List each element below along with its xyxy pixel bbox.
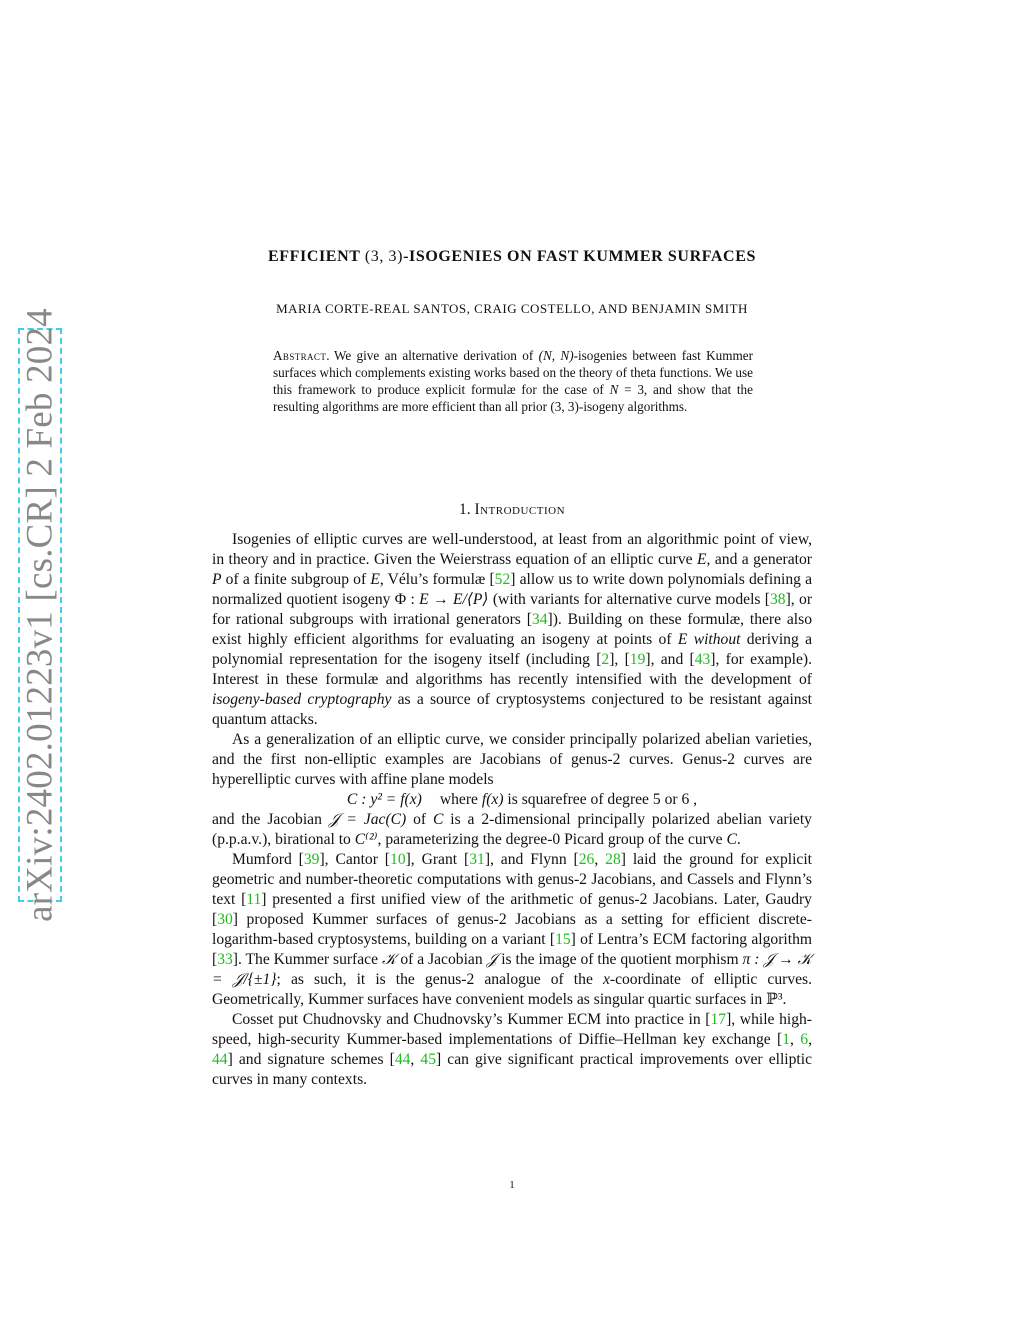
citation-link[interactable]: 17 [710, 1011, 727, 1028]
citation-link[interactable]: 1 [782, 1031, 791, 1048]
citation-link[interactable]: 43 [694, 651, 711, 668]
arxiv-identifier: arXiv:2402.01223v1 [cs.CR] 2 Feb 2024 [19, 308, 61, 922]
citation-link[interactable]: 44 [212, 1051, 228, 1068]
citation-link[interactable]: 38 [770, 591, 786, 608]
citation-link[interactable]: 26 [578, 851, 595, 868]
citation-link[interactable]: 31 [469, 851, 485, 868]
display-equation: C : y² = f(x) where f(x) is squarefree of degree 5 or 6 , [346, 791, 698, 808]
author-list: MARIA CORTE-REAL SANTOS, CRAIG COSTELLO, AND BENJAMIN SMITH [276, 301, 748, 316]
citation-link[interactable]: 30 [217, 911, 233, 928]
page-number: 1 [509, 1179, 515, 1191]
citation-link[interactable]: 15 [555, 931, 571, 948]
paragraph-1: Isogenies of elliptic curves are well-understood, at least from an algorithmic point of view, in theory and in practice. Given the Weierstrass equation of an elliptic curve E, and a generator P of a finite subgroup of E, Vélu’s formulæ [52] allow us to write down polynomials defining a normalized quotient isogeny Φ : E → E/⟨P⟩ (with variants for alternative curve models [38], or for rational subgroups with irrational generators [34]). Building on these formulæ, there also exist highly efficient algorithms for evaluating an isogeny at points of E without deriving a polynomial representation for the isogeny itself (including [2], [19], and [43], for example). Interest in these formulæ and algorithms has recently intensified with the development of isogeny-based cryptography as a source of cryptosystems conjectured to be resistant against quantum attacks. [212, 531, 813, 728]
paragraph-2: As a generalization of an elliptic curve, we consider principally polarized abelian varieties, and the first non-elliptic examples are Jacobians of genus-2 curves. Genus-2 curves are hyperelliptic curves with affine plane models [212, 731, 812, 788]
citation-link[interactable]: 44 [394, 1051, 411, 1068]
citation-link[interactable]: 45 [420, 1051, 436, 1068]
citation-link[interactable]: 19 [629, 651, 646, 668]
citation-link[interactable]: 33 [217, 951, 233, 968]
citation-link[interactable]: 52 [494, 571, 511, 588]
citation-link[interactable]: 2 [601, 651, 610, 668]
citation-link[interactable]: 10 [390, 851, 406, 868]
paragraph-4: Mumford [39], Cantor [10], Grant [31], and Flynn [26, 28] laid the ground for explicit geometric and number-theoretic computations with genus-2 Jacobians, and Cassels and Flynn’s text [11] presented a first unified view of the arithmetic of genus-2 Jacobians. Later, Gaudry [30] proposed Kummer surfaces of genus-2 Jacobians as a setting for efficient discrete-logarithm-based cryptosystems, building on a variant [15] of Lentra’s ECM factoring algorithm [33]. The Kummer surface 𝒦 of a Jacobian 𝒥 is the image of the quotient morphism π : 𝒥 → 𝒦 = 𝒥/{±1}; as such, it is the genus-2 analogue of the x-coordinate of elliptic curves. Geometrically, Kummer surfaces have convenient models as singular quartic surfaces in ℙ³. [212, 851, 813, 1008]
paper-title: EFFICIENT (3, 3)-ISOGENIES ON FAST KUMMER SURFACES [267, 248, 756, 265]
citation-link[interactable]: 34 [531, 611, 548, 628]
body-text [212, 530, 812, 1090]
abstract: Abstract. We give an alternative derivation of (N, N)-isogenies between fast Kummer surfaces which complements existing works based on the theory of theta functions. We use this framework to produce explicit formulæ for the case of N = 3, and show that the resulting algorithms are more efficient than all prior (3, 3)-isogeny algorithms. [273, 348, 754, 414]
arxiv-stamp [18, 308, 62, 922]
citation-link[interactable]: 39 [303, 851, 320, 868]
paragraph-3: and the Jacobian 𝒥 = Jac(C) of C is a 2-dimensional principally polarized abelian variety (p.p.a.v.), birational to C⁽²⁾, parameterizing the degree-0 Picard group of the curve C. [212, 811, 812, 848]
section-heading: 1. Introduction [458, 501, 566, 518]
abstract-label: Abstract. [273, 348, 330, 363]
citation-link[interactable]: 11 [246, 891, 262, 908]
citation-link[interactable]: 28 [605, 851, 621, 868]
citation-link[interactable]: 6 [800, 1031, 809, 1048]
paragraph-5: Cosset put Chudnovsky and Chudnovsky’s Kummer ECM into practice in [17], while high-speed, high-security Kummer-based implementations of Diffie–Hellman key exchange [1, 6, 44] and signature schemes [44, 45] can give significant practical improvements over elliptic curves in many contexts. [212, 1011, 812, 1088]
